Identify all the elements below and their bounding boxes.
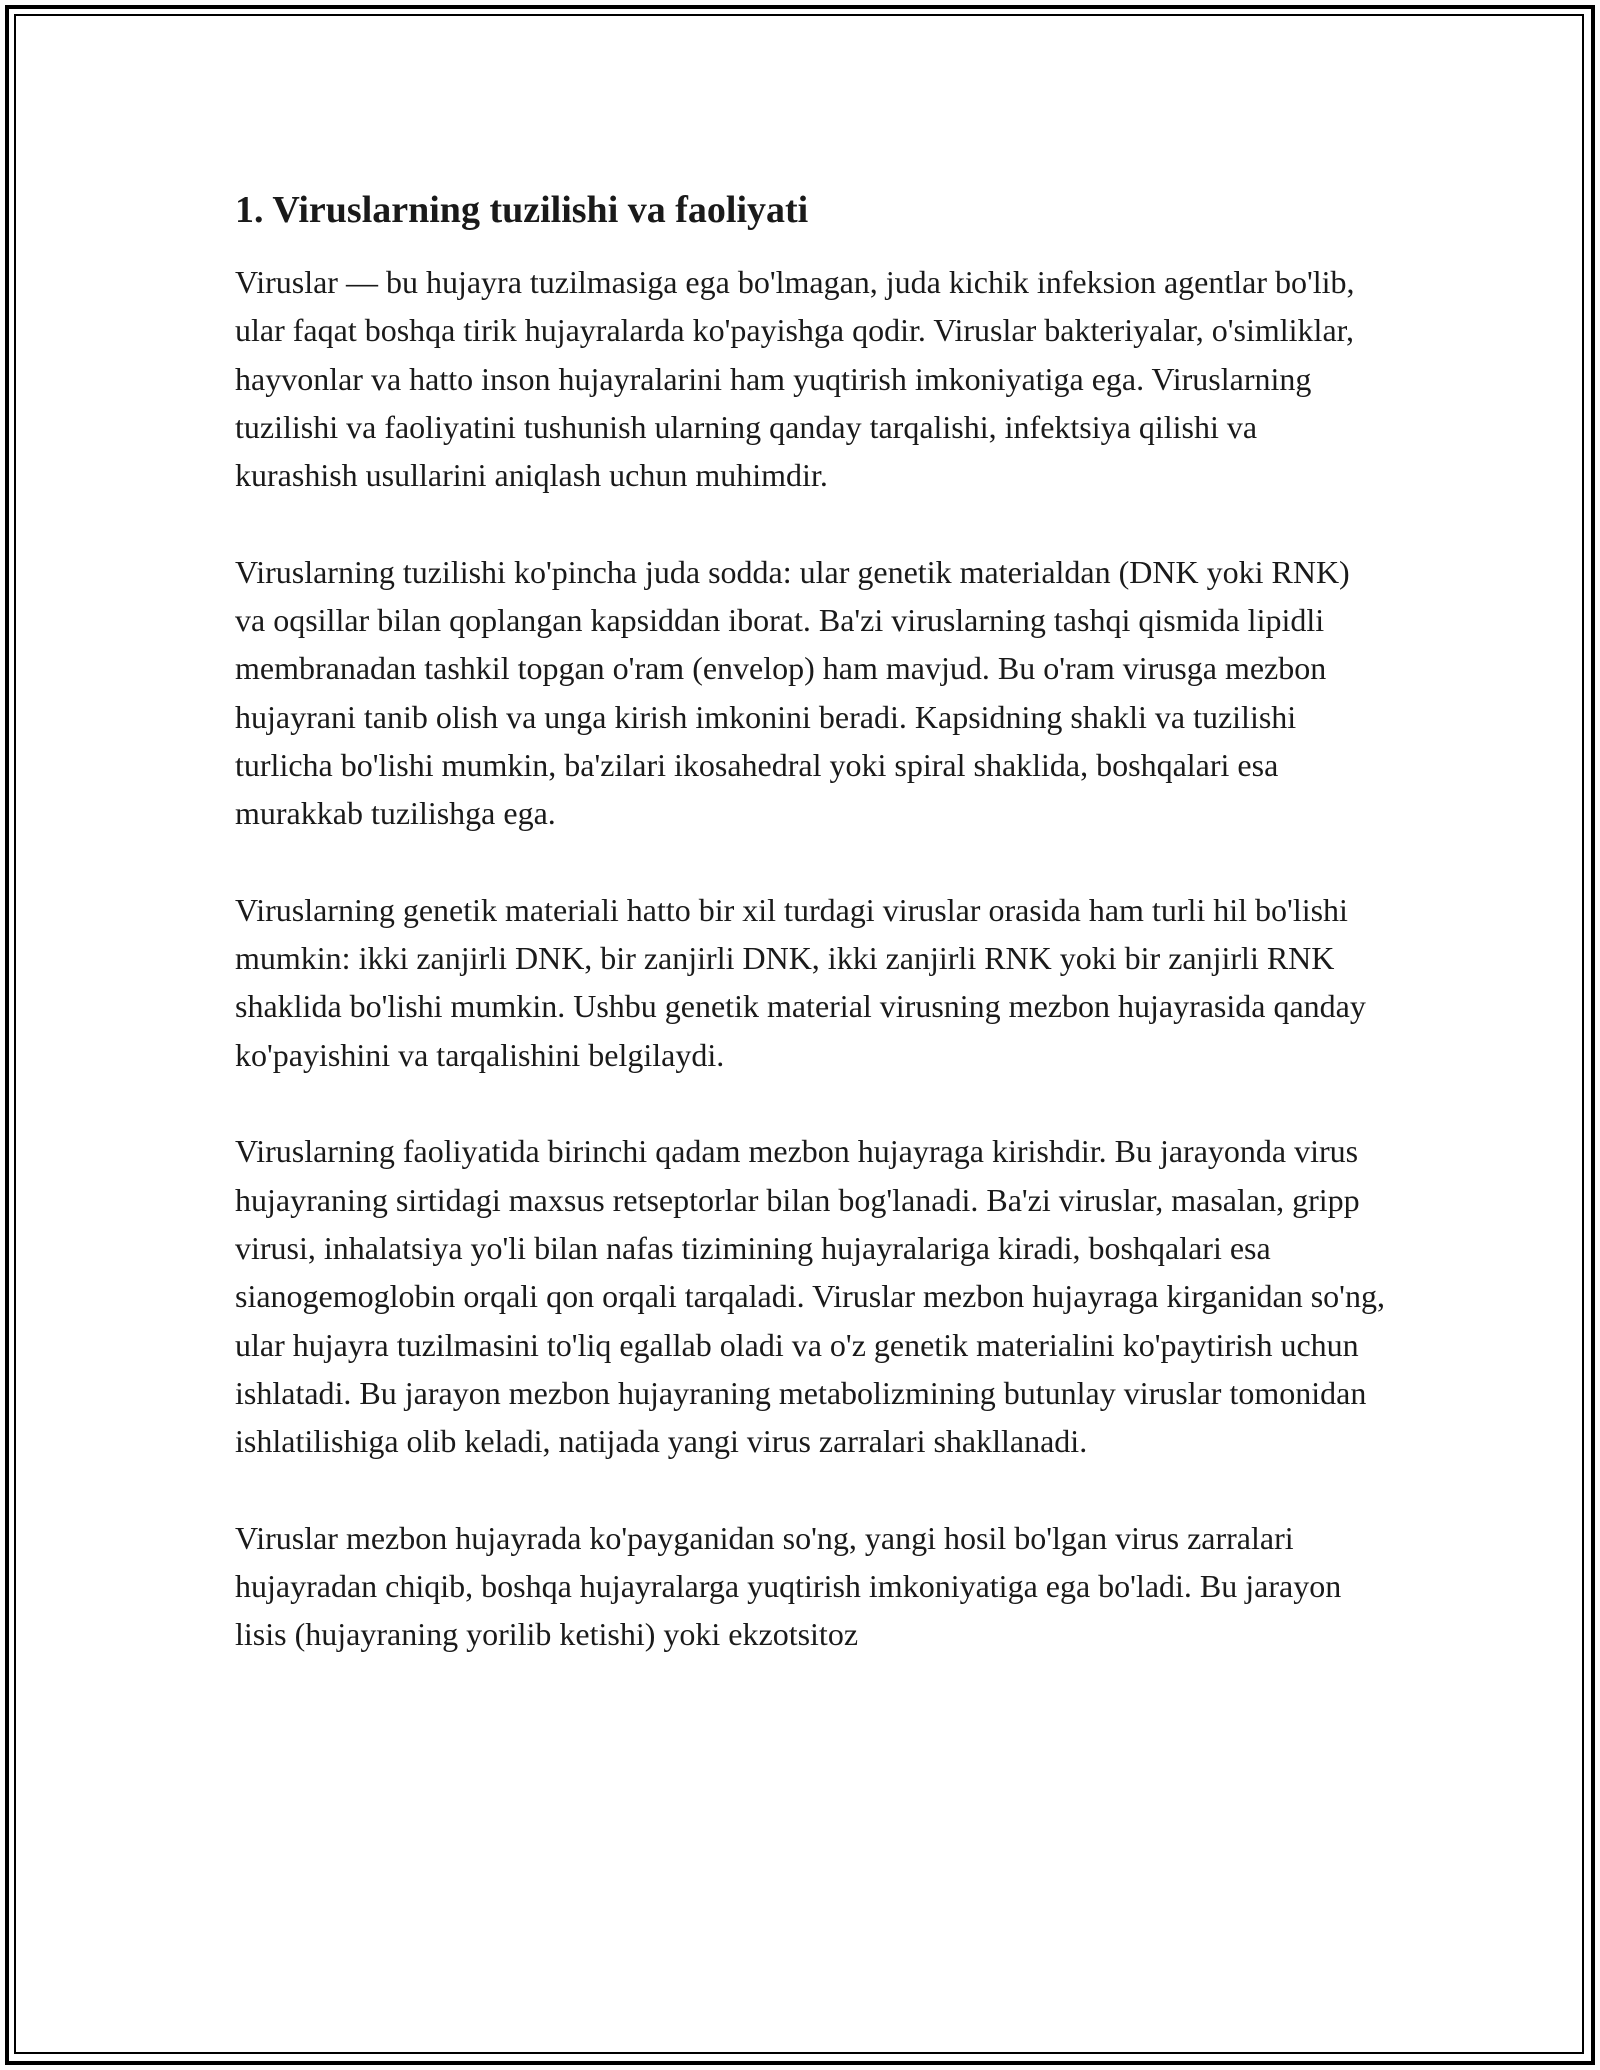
- document-body: [235, 186, 1385, 1707]
- paragraph-release: Viruslar mezbon hujayrada ko'payganidan so'ng, yangi hosil bo'lgan virus zarralari hujayradan chiqib, boshqa hujayralarga yuqtirish imkoniyatiga ega bo'ladi. Bu jarayon lisis (hujayraning yorilib ketishi) yoki ekzotsitoz: [235, 1519, 1342, 1653]
- paragraph-intro: Viruslar — bu hujayra tuzilmasiga ega bo'lmagan, juda kichik infeksion agentlar bo'lib, ular faqat boshqa tirik hujayralarda ko'payishga qodir. Viruslar bakteriyalar, o'simliklar, hayvonlar va hatto inson hujayralarini ham yuqtirish imkoniyatiga ega. Viruslarning tuzilishi va faoliyatini tushunish ularning qanday tarqalishi, infektsiya qilishi va kurashish usullarini aniqlash uchun muhimdir.: [235, 264, 1355, 494]
- paragraph-host-entry: Viruslarning faoliyatida birinchi qadam mezbon hujayraga kirishdir. Bu jarayonda virus hujayraning sirtidagi maxsus retseptorlar bilan bog'lanadi. Ba'zi viruslar, masalan, gripp virusi, inhalatsiya yo'li bilan nafas tizimining hujayralariga kiradi, boshqalari esa sianogemoglobin orqali qon orqali tarqaladi. Viruslar mezbon hujayraga kirganidan so'ng, ular hujayra tuzilmasini to'liq egallab oladi va o'z genetik materialini ko'paytirish uchun ishlatadi. Bu jarayon mezbon hujayraning metabolizmining butunlay viruslar tomonidan ishlatilishiga olib keladi, natijada yangi virus zarralari shakllanadi.: [235, 1133, 1385, 1460]
- paragraph-structure: Viruslarning tuzilishi ko'pincha juda sodda: ular genetik materialdan (DNK yoki RNK) va oqsillar bilan qoplangan kapsiddan iborat. Ba'zi viruslarning tashqi qismida lipidli membranadan tashkil topgan o'ram (envelop) ham mavjud. Bu o'ram virusga mezbon hujayrani tanib olish va unga kirish imkonini beradi. Kapsidning shakli va tuzilishi turlicha bo'lishi mumkin, ba'zilari ikosahedral yoki spiral shaklida, boshqalari esa murakkab tuzilishga ega.: [235, 553, 1350, 832]
- paragraph-genetic-material: Viruslarning genetik materiali hatto bir xil turdagi viruslar orasida ham turli hil bo'lishi mumkin: ikki zanjirli DNK, bir zanjirli DNK, ikki zanjirli RNK yoki bir zanjirli RNK shaklida bo'lishi mumkin. Ushbu genetik material virusning mezbon hujayrasida qanday ko'payishini va tarqalishini belgilaydi.: [235, 891, 1366, 1073]
- document-title: 1. Viruslarning tuzilishi va faoliyati: [235, 189, 809, 231]
